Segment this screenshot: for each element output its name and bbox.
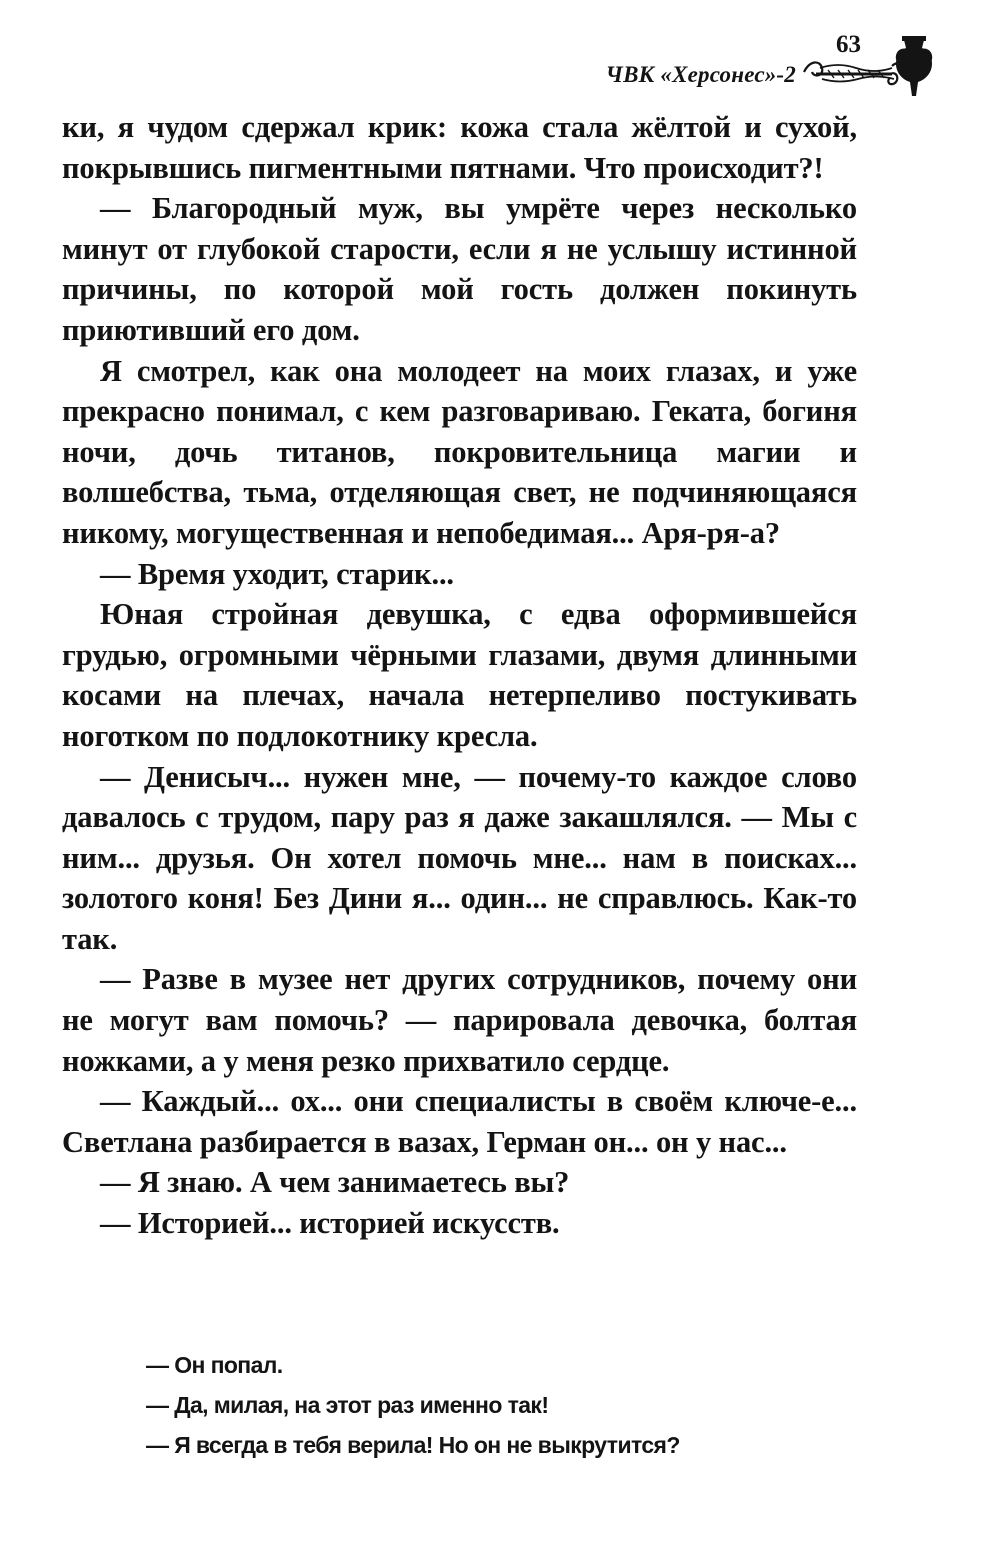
body-text: [62, 107, 857, 1244]
amphora-icon: [896, 36, 932, 96]
scroll-ornament-icon: [804, 62, 903, 84]
ornament-drawing: [798, 30, 938, 100]
paragraph: — Каждый... ох... они специалисты в своём ключе-е... Светлана разбирается в вазах, Герман он... он у нас...: [62, 1084, 857, 1159]
paragraph: ки, я чудом сдержал крик: кожа стала жёлтой и сухой, покрывшись пигментными пятнами. Что происходит?!: [62, 110, 857, 185]
paragraph: Я смотрел, как она молодеет на моих глазах, и уже прекрасно понимал, с кем разговариваю. Геката, богиня ночи, дочь титанов, покровительница магии и волшебства, тьма, отделяющая свет, не подчиняющаяся никому, могущественная и непобедимая... Аря-ря-а?: [62, 353, 857, 550]
header-ornament: [798, 30, 938, 100]
paragraph: — Историей... историей искусств.: [100, 1206, 560, 1241]
chapter-ending-dialogue: [146, 1345, 906, 1465]
running-head: [606, 30, 938, 100]
ending-line: — Он попал.: [146, 1352, 283, 1378]
paragraph: — Я знаю. А чем занимаетесь вы?: [100, 1165, 570, 1200]
running-title: ЧВК «Херсонес»-2: [605, 62, 796, 87]
ending-line: — Да, милая, на этот раз именно так!: [146, 1392, 549, 1418]
paragraph: — Денисыч... нужен мне, — почему-то каждое слово давалось с трудом, пару раз я даже закашлялся. — Мы с ним... друзья. Он хотел помочь мне... нам в поисках... золотого коня! Без Дини я... один... не справлюсь. Как-то так.: [62, 759, 857, 956]
ending-line: — Я всегда в тебя верила! Но он не выкрутится?: [146, 1432, 680, 1458]
paragraph: — Разве в музее нет других сотрудников, почему они не могут вам помочь? — парировала девочка, болтая ножками, а у меня резко прихватило сердце.: [62, 962, 857, 1078]
page-number: 63: [836, 31, 861, 58]
paragraph: Юная стройная девушка, с едва оформившейся грудью, огромными чёрными глазами, двумя длинными косами на плечах, начала нетерпеливо постукивать ноготком по подлокотнику кресла.: [62, 597, 857, 753]
paragraph: — Время уходит, старик...: [100, 556, 454, 591]
paragraph: — Благородный муж, вы умрёте через несколько минут от глубокой старости, если я не услышу истинной причины, по которой мой гость должен покинуть приютивший его дом.: [62, 191, 857, 347]
